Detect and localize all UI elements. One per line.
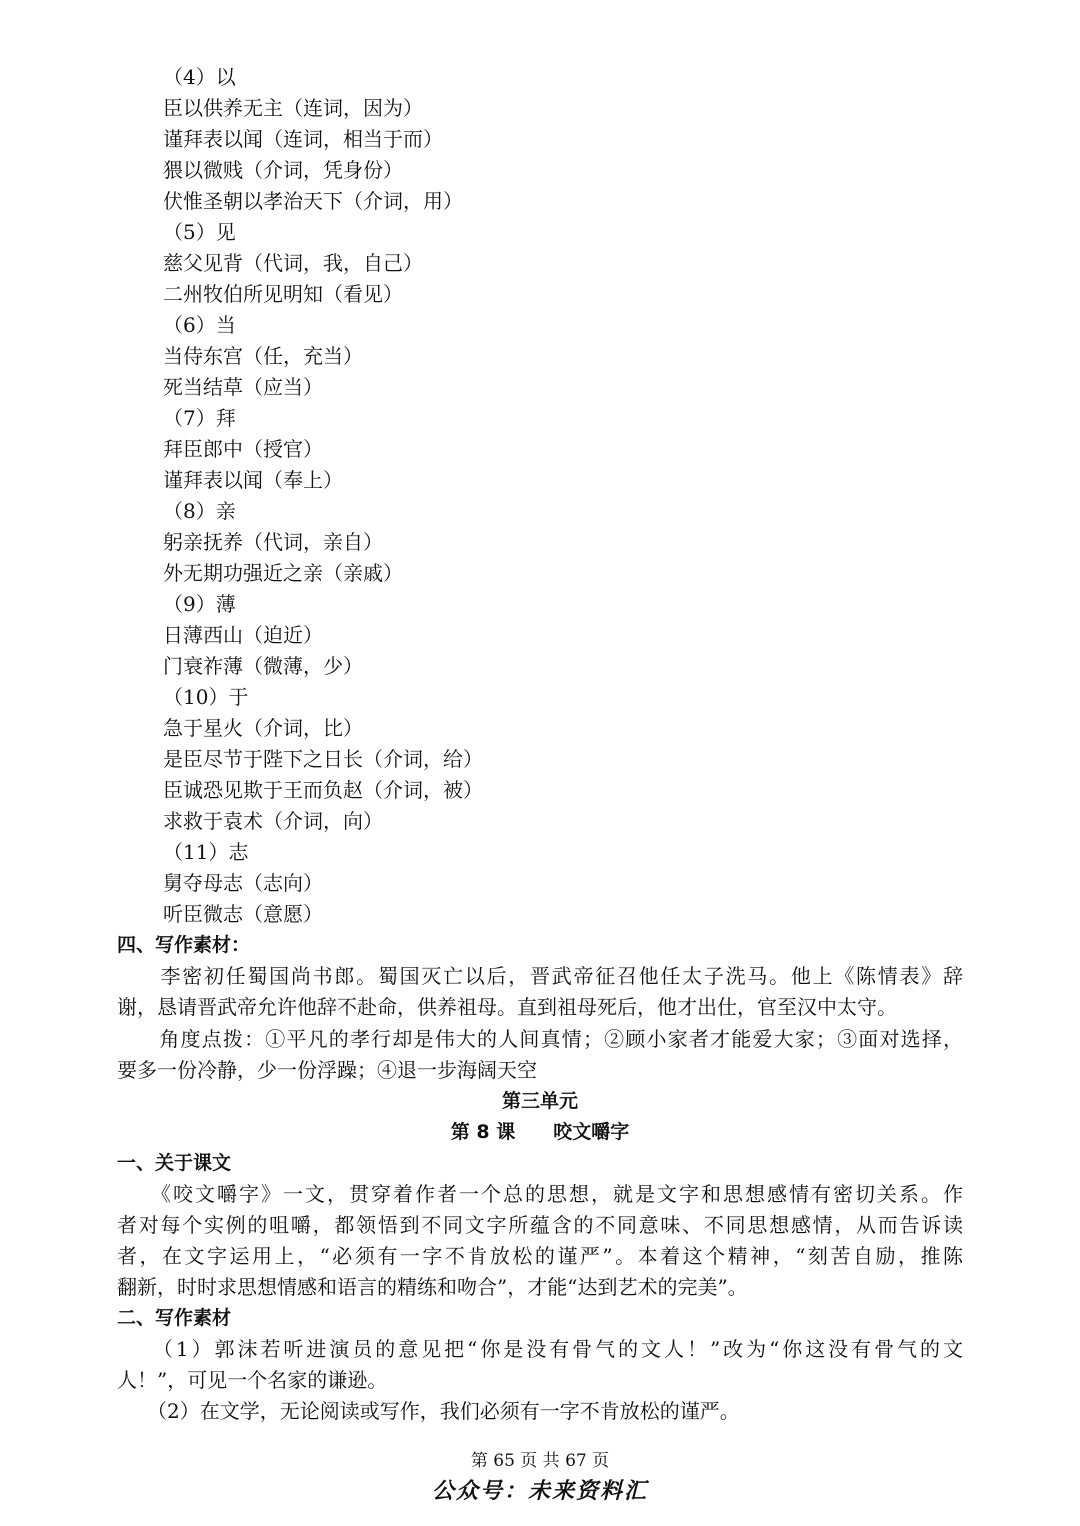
unit-title: 第三单元 bbox=[501, 1090, 578, 1112]
brand-watermark: 公众号：未来资料汇 bbox=[431, 1478, 648, 1504]
page-number: 第 65 页 共 67 页 bbox=[470, 1451, 610, 1471]
word-example: 慈父见背（代词，我，自己） bbox=[163, 251, 423, 275]
word-example: 躬亲抚养（代词，亲自） bbox=[163, 530, 383, 554]
about-heading: 一、关于课文 bbox=[117, 1152, 232, 1174]
word-example: 猥以微贱（介词，凭身份） bbox=[163, 158, 403, 182]
word-example: 是臣尽节于陛下之日长（介词，给） bbox=[163, 747, 483, 771]
word-heading: （6）当 bbox=[163, 313, 236, 337]
section4-paragraph-1 bbox=[117, 961, 963, 1023]
text-line: 者对每个实例的咀嚼，都领悟到不同文字所蕴含的不同意味、不同思想感情，从而告诉读 bbox=[117, 1213, 963, 1237]
word-example: 伏惟圣朝以孝治天下（介词，用） bbox=[163, 189, 463, 213]
word-example: 臣诚恐见欺于王而负赵（介词，被） bbox=[163, 778, 483, 802]
lesson-title: 第 8 课 咬文嚼字 bbox=[450, 1121, 630, 1143]
about-paragraph bbox=[117, 1179, 963, 1303]
word-example: 当侍东宫（任，充当） bbox=[163, 344, 363, 368]
word-example: 臣以供养无主（连词，因为） bbox=[163, 96, 423, 120]
word-heading: （8）亲 bbox=[163, 499, 236, 523]
text-line: 要多一份冷静，少一份浮躁；④退一步海阔天空 bbox=[117, 1058, 537, 1082]
word-example: 听臣微志（意愿） bbox=[163, 902, 323, 926]
text-line: 《咬文嚼字》一文，贯穿着作者一个总的思想，就是文字和思想感情有密切关系。作 bbox=[117, 1182, 963, 1206]
word-example: 谨拜表以闻（连词，相当于而） bbox=[163, 127, 443, 151]
word-example: 门衰祚薄（微薄，少） bbox=[163, 654, 363, 678]
text-line: 李密初任蜀国尚书郎。蜀国灭亡以后，晋武帝征召他任太子洗马。他上《陈情表》辞 bbox=[117, 964, 963, 988]
word-example: 急于星火（介词，比） bbox=[163, 716, 363, 740]
word-heading: （5）见 bbox=[163, 220, 236, 244]
word-heading: （9）薄 bbox=[163, 592, 236, 616]
material-heading: 二、写作素材 bbox=[117, 1307, 232, 1329]
material-paragraph-2 bbox=[117, 1396, 963, 1427]
word-example: 外无期功强近之亲（亲戚） bbox=[163, 561, 403, 585]
word-example: 死当结草（应当） bbox=[163, 375, 323, 399]
word-example: 二州牧伯所见明知（看见） bbox=[163, 282, 403, 306]
word-heading: （4）以 bbox=[163, 65, 236, 89]
word-heading: （7）拜 bbox=[163, 406, 236, 430]
text-line: 者，在文字运用上，“必须有一字不肯放松的谨严”。本着这个精神，“刻苦自励，推陈 bbox=[117, 1244, 963, 1268]
text-line: 角度点拨：①平凡的孝行却是伟大的人间真情；②顾小家者才能爱大家；③面对选择， bbox=[117, 1027, 963, 1051]
material-paragraph-1 bbox=[117, 1334, 963, 1396]
text-line: （1）郭沫若听进演员的意见把“你是没有骨气的文人！”改为“你这没有骨气的文 bbox=[117, 1337, 963, 1361]
word-heading: （11）志 bbox=[163, 840, 249, 864]
word-example: 日薄西山（迫近） bbox=[163, 623, 323, 647]
text-line: （2）在文学，无论阅读或写作，我们必须有一字不肯放松的谨严。 bbox=[117, 1399, 740, 1423]
text-line: 谢，恳请晋武帝允许他辞不赴命，供养祖母。直到祖母死后，他才出仕，官至汉中太守。 bbox=[117, 995, 897, 1019]
section4-heading: 四、写作素材： bbox=[117, 934, 251, 956]
word-heading: （10）于 bbox=[163, 685, 249, 709]
text-line: 翻新，时时求思想情感和语言的精练和吻合”，才能“达到艺术的完美”。 bbox=[117, 1275, 748, 1299]
text-line: 人！”，可见一个名家的谦逊。 bbox=[117, 1368, 388, 1392]
word-example: 求救于袁术（介词，向） bbox=[163, 809, 383, 833]
word-example: 拜臣郎中（授官） bbox=[163, 437, 323, 461]
section4-paragraph-2 bbox=[117, 1024, 963, 1086]
word-example: 谨拜表以闻（奉上） bbox=[163, 468, 343, 492]
word-example: 舅夺母志（志向） bbox=[163, 871, 323, 895]
